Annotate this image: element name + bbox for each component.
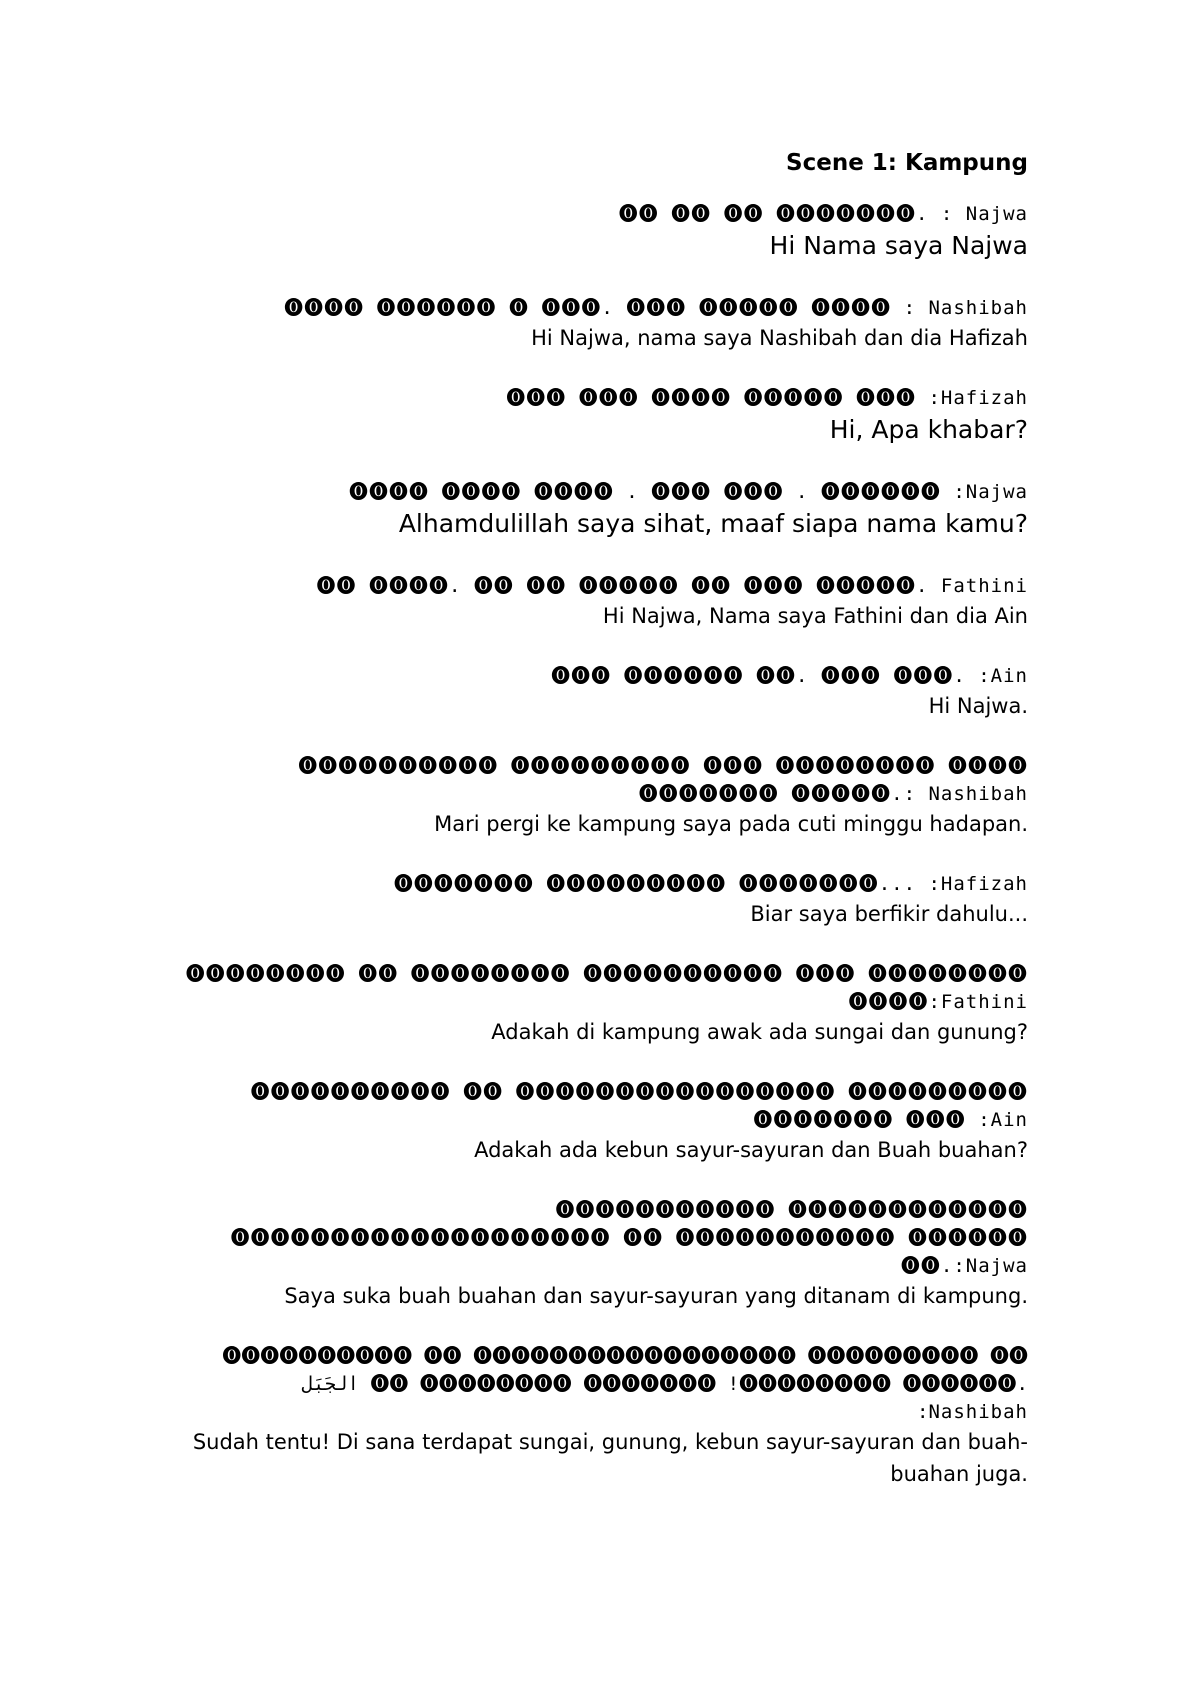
dialogue-translation: Sudah tentu! Di sana terdapat sungai, gunung, kebun sayur-sayuran dan buah-buahan juga. [192,1430,1028,1486]
dialogue-block [180,384,1028,448]
dialogue-line: ⓿⓿⓿⓿ ⓿⓿⓿⓿ ⓿⓿⓿⓿ . ⓿⓿⓿ ⓿⓿⓿ . ⓿⓿⓿⓿⓿⓿ :Najwa [348,481,1028,503]
dialogue-translation: Mari pergi ke kampung saya pada cuti minggu hadapan. [434,812,1028,836]
dialogue-translation: Hi Najwa. [928,694,1028,718]
dialogue-translation: Hi Nama saya Najwa [769,231,1028,260]
dialogue-block [180,200,1028,264]
dialogue-line: ⓿⓿⓿⓿⓿⓿⓿⓿⓿⓿ ⓿⓿⓿⓿⓿⓿⓿⓿⓿ ⓿⓿⓿ ⓿⓿⓿⓿⓿⓿⓿⓿ ⓿⓿⓿⓿ ⓿⓿⓿⓿⓿⓿⓿ ⓿⓿⓿⓿⓿.: Nashibah [298,755,1041,805]
dialogue-translation: Biar saya berfikir dahulu... [750,902,1028,926]
dialogue-line: ⓿⓿⓿ ⓿⓿⓿⓿⓿⓿ ⓿⓿. ⓿⓿⓿ ⓿⓿⓿. :Ain [551,665,1028,687]
dialogue-block [180,1078,1041,1166]
dialogue-translation: Hi, Apa khabar? [829,415,1028,444]
dialogue-translation: Hi Najwa, nama saya Nashibah dan dia Hafizah [531,326,1028,350]
dialogue-line: ⓿⓿⓿⓿⓿⓿⓿⓿⓿⓿ ⓿⓿ ⓿⓿⓿⓿⓿⓿⓿⓿⓿⓿⓿⓿⓿⓿⓿⓿⓿ ⓿⓿⓿⓿⓿⓿⓿⓿⓿ ⓿⓿ الجَبَل ⓿⓿ ⓿⓿⓿⓿⓿⓿⓿⓿ ⓿⓿⓿⓿⓿⓿⓿ !⓿⓿⓿⓿⓿⓿⓿⓿ ⓿⓿⓿⓿⓿⓿. :Nashibah [222,1345,1040,1423]
dialogue-line: ⓿⓿⓿⓿⓿⓿⓿⓿⓿⓿⓿ ⓿⓿⓿⓿⓿⓿⓿⓿⓿⓿⓿⓿ ⓿⓿⓿⓿⓿⓿⓿⓿⓿⓿⓿⓿⓿⓿⓿⓿⓿⓿⓿ ⓿⓿ ⓿⓿⓿⓿⓿⓿⓿⓿⓿⓿⓿ ⓿⓿⓿⓿⓿⓿ ⓿⓿.:Najwa [230,1199,1041,1277]
document-body [180,148,1041,1520]
dialogue-translation: Hi Najwa, Nama saya Fathini dan dia Ain [602,604,1028,628]
dialogue-line: ⓿⓿ ⓿⓿ ⓿⓿ ⓿⓿⓿⓿⓿⓿⓿. : Najwa [618,203,1028,225]
dialogue-line: ⓿⓿⓿⓿ ⓿⓿⓿⓿⓿⓿ ⓿ ⓿⓿⓿. ⓿⓿⓿ ⓿⓿⓿⓿⓿ ⓿⓿⓿⓿ : Nashibah [284,297,1028,319]
dialogue-translation: Adakah di kampung awak ada sungai dan gunung? [491,1020,1028,1044]
dialogue-line: ⓿⓿⓿ ⓿⓿⓿ ⓿⓿⓿⓿ ⓿⓿⓿⓿⓿ ⓿⓿⓿ :Hafizah [506,387,1028,409]
dialogue-block [180,478,1028,542]
page-title: Scene 1: Kampung [786,150,1028,176]
dialogue-block [180,1196,1041,1312]
dialogue-block [180,1342,1040,1490]
dialogue-block [180,870,1028,930]
dialogue-line: ⓿⓿ ⓿⓿⓿⓿. ⓿⓿ ⓿⓿ ⓿⓿⓿⓿⓿ ⓿⓿ ⓿⓿⓿ ⓿⓿⓿⓿⓿. Fathini [316,575,1028,597]
dialogue-block [180,752,1041,840]
dialogue-translation: Adakah ada kebun sayur-sayuran dan Buah buahan? [474,1138,1028,1162]
dialogue-line: ⓿⓿⓿⓿⓿⓿⓿⓿⓿⓿ ⓿⓿ ⓿⓿⓿⓿⓿⓿⓿⓿⓿⓿⓿⓿⓿⓿⓿⓿ ⓿⓿⓿⓿⓿⓿⓿⓿⓿ ⓿⓿⓿⓿⓿⓿⓿ ⓿⓿⓿ :Ain [250,1081,1041,1131]
dialogue-line: ⓿⓿⓿⓿⓿⓿⓿⓿ ⓿⓿ ⓿⓿⓿⓿⓿⓿⓿⓿ ⓿⓿⓿⓿⓿⓿⓿⓿⓿⓿ ⓿⓿⓿ ⓿⓿⓿⓿⓿⓿⓿⓿ ⓿⓿⓿⓿:Fathini [185,963,1041,1013]
dialogue-block [180,960,1041,1048]
dialogue-block [180,294,1028,354]
dialogue-block [180,572,1028,632]
dialogue-translation: Saya suka buah buahan dan sayur-sayuran yang ditanam di kampung. [284,1284,1028,1308]
dialogue-block [180,662,1028,722]
dialogue-line: ⓿⓿⓿⓿⓿⓿⓿ ⓿⓿⓿⓿⓿⓿⓿⓿⓿ ⓿⓿⓿⓿⓿⓿⓿... :Hafizah [393,873,1028,895]
dialogue-translation: Alhamdulillah saya sihat, maaf siapa nama kamu? [398,509,1028,538]
